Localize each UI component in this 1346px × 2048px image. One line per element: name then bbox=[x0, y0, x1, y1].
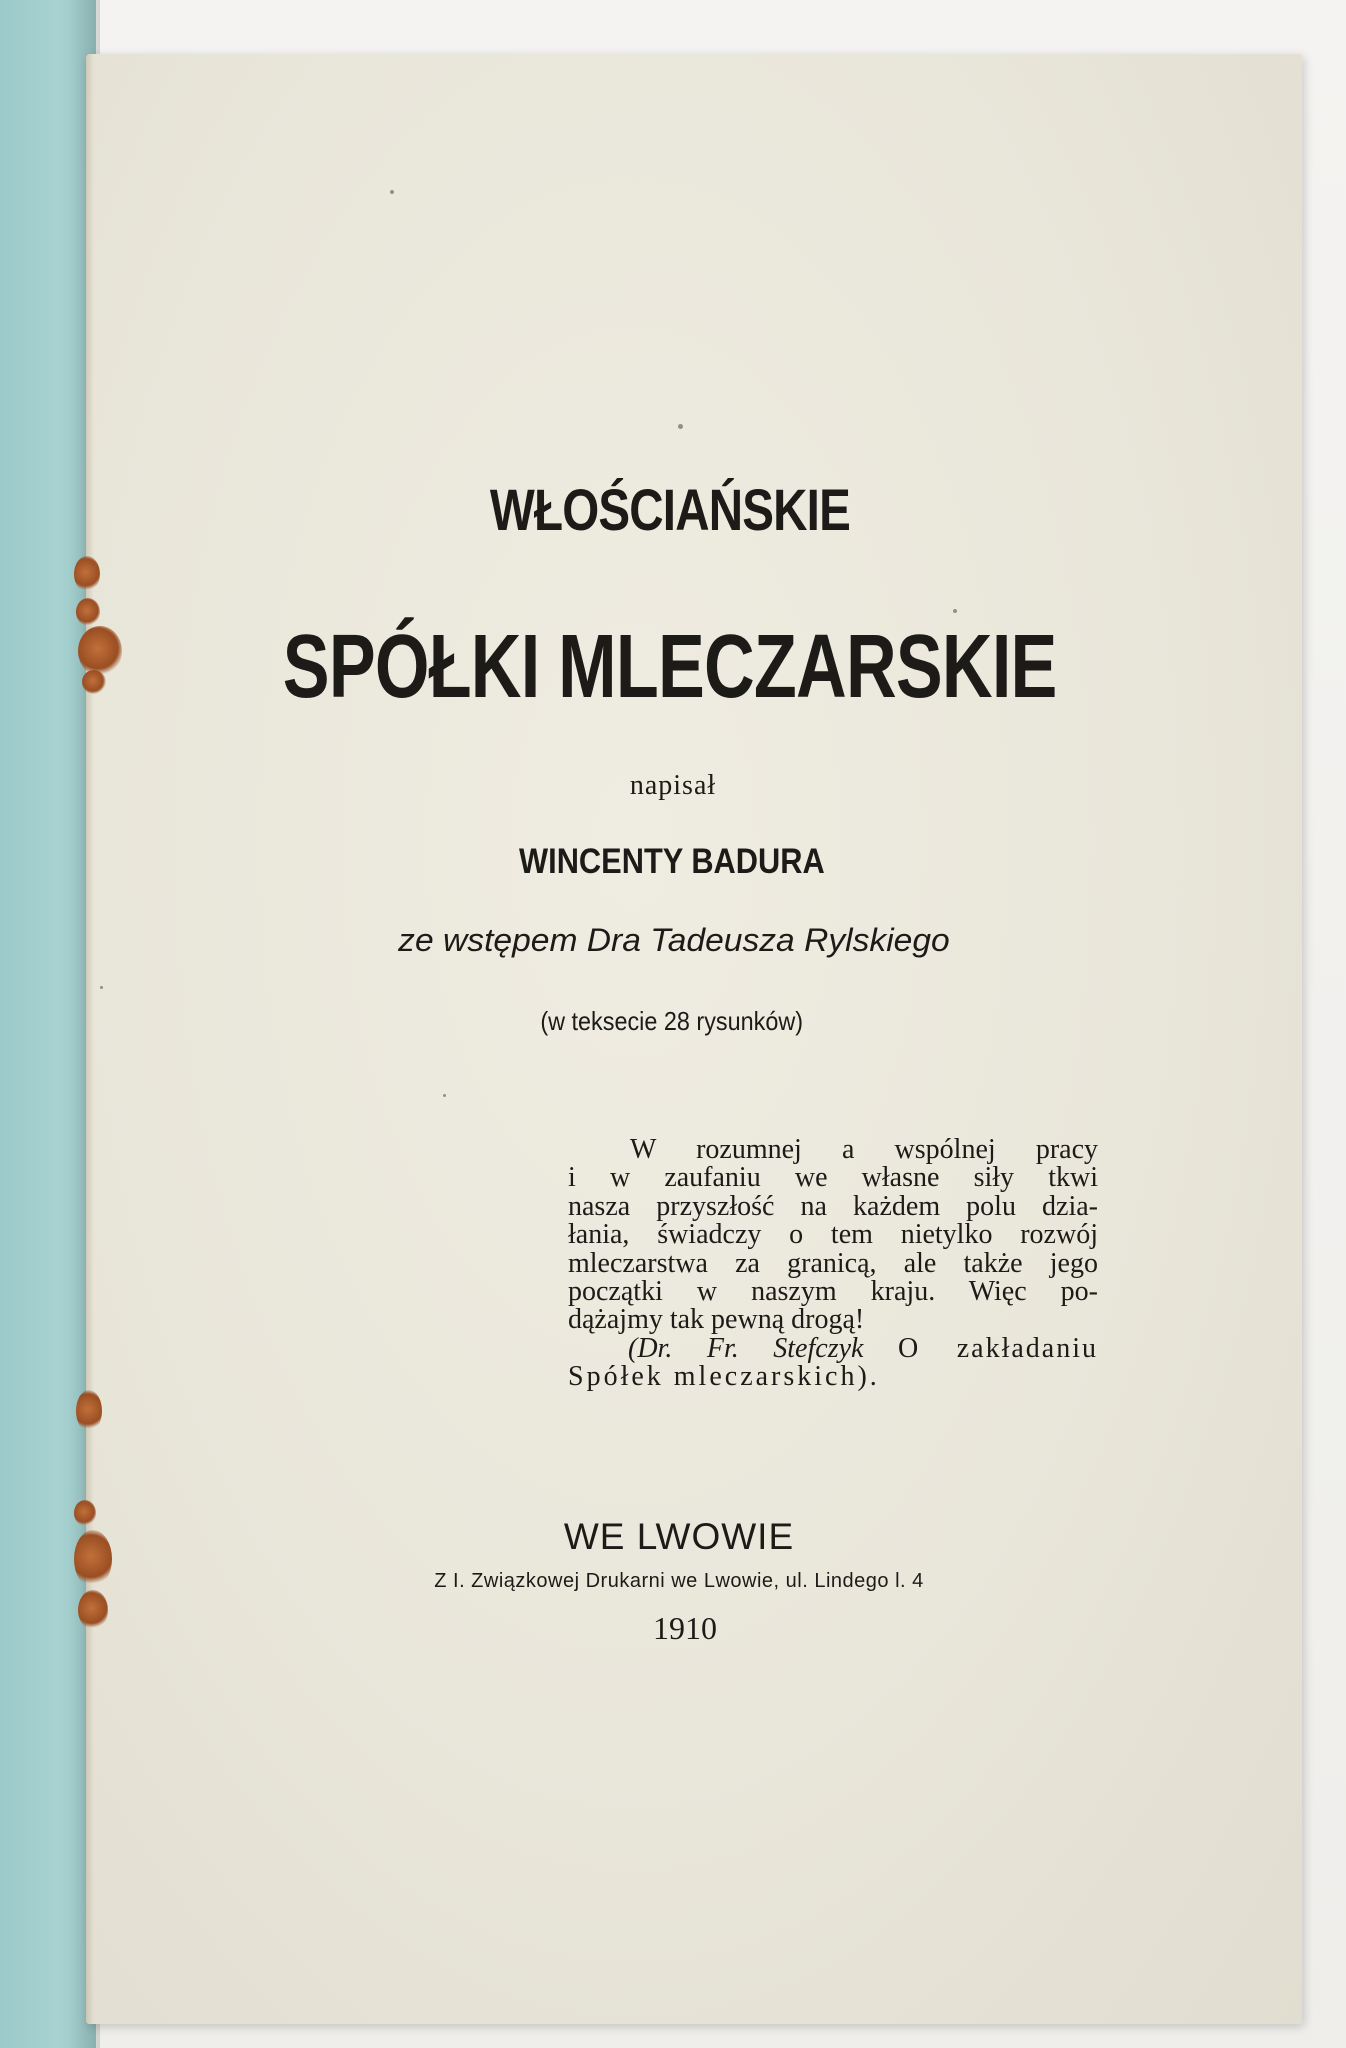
binding-stain bbox=[76, 1390, 102, 1432]
paper-speck bbox=[390, 190, 394, 194]
title-line-1: WŁOŚCIAŃSKIE bbox=[489, 478, 850, 543]
citation-title-part-1: O zakładaniu bbox=[897, 1332, 1098, 1364]
imprint-place: WE LWOWIE bbox=[563, 1516, 795, 1557]
motto-line: dążajmy tak pewną drogą! bbox=[568, 1304, 865, 1336]
binding-stain bbox=[76, 598, 100, 626]
introduction-line: ze wstępem Dra Tadeusza Rylskiego bbox=[398, 922, 950, 958]
motto-line: początki w naszym kraju. Więc po- bbox=[568, 1276, 1098, 1308]
illustrations-note: (w teksecie 28 rysunków) bbox=[540, 1006, 804, 1036]
motto-epigraph bbox=[568, 1136, 1098, 1392]
paper-speck bbox=[443, 1094, 446, 1097]
motto-citation bbox=[568, 1332, 1098, 1364]
paper-speck bbox=[678, 424, 683, 429]
title-line-2: SPÓŁKI MLECZARSKIE bbox=[282, 617, 1057, 717]
motto-line: nasza przyszłość na każdem polu dzia- bbox=[568, 1190, 1098, 1222]
citation-title-part-2: Spółek mleczarskich). bbox=[568, 1361, 880, 1393]
byline-label: napisał bbox=[629, 770, 717, 801]
motto-line: łania, świadczy o tem nietylko rozwój bbox=[568, 1219, 1098, 1251]
binding-stain bbox=[82, 670, 106, 694]
citation-author: (Dr. Fr. Stefczyk bbox=[628, 1332, 864, 1364]
binding-stain bbox=[74, 556, 100, 592]
paper-speck bbox=[953, 609, 957, 613]
binding-stain bbox=[78, 626, 122, 676]
motto-line: mleczarstwa za granicą, ale także jego bbox=[568, 1247, 1098, 1279]
title-page-sheet bbox=[86, 54, 1302, 2024]
motto-line: W rozumnej a wspólnej pracy bbox=[630, 1134, 1098, 1165]
author-name: WINCENTY BADURA bbox=[519, 842, 825, 881]
imprint-printer: Z I. Związkowej Drukarni we Lwowie, ul. Lindego l. 4 bbox=[434, 1570, 924, 1592]
imprint-year: 1910 bbox=[653, 1610, 717, 1646]
motto-line: i w zaufaniu we własne siły tkwi bbox=[568, 1162, 1098, 1194]
paper-speck bbox=[100, 986, 103, 989]
page-binding-edge bbox=[86, 54, 94, 2024]
